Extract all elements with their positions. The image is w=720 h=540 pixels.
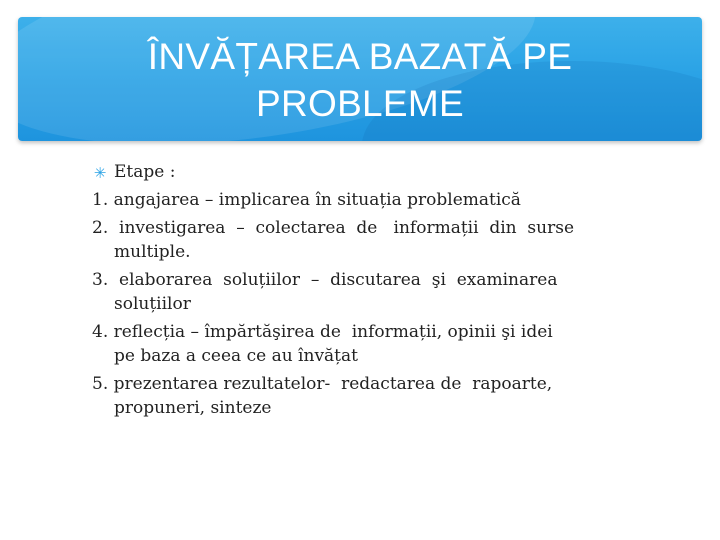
step-text: 2. investigarea – colectarea de informații din surse xyxy=(92,218,575,238)
step-continuation: propuneri, sinteze xyxy=(114,398,272,418)
slide-title: ÎNVĂȚAREA BAZATĂ PE PROBLEME xyxy=(147,36,573,124)
title-banner xyxy=(18,17,702,141)
step-text: 3. elaborarea soluțiilor – discutarea şi examinarea xyxy=(92,270,558,290)
bullet-item-etape xyxy=(92,160,638,188)
step-item-1 xyxy=(92,188,638,212)
asterisk-bullet-icon: ✳ xyxy=(93,164,107,182)
step-text: 1. angajarea – implicarea în situația problematică xyxy=(92,190,521,210)
step-item-4 xyxy=(92,320,638,368)
step-item-2 xyxy=(92,216,638,264)
step-text: 5. prezentarea rezultatelor- redactarea de rapoarte, xyxy=(92,374,553,394)
step-item-3 xyxy=(92,268,638,316)
step-continuation: pe baza a ceea ce au învățat xyxy=(114,346,358,366)
step-text: 4. reflecția – împărtăşirea de informații, opinii şi idei xyxy=(92,322,553,342)
bullet-label: Etape : xyxy=(114,162,176,182)
step-continuation: multiple. xyxy=(114,242,191,262)
slide-content xyxy=(92,160,638,424)
step-item-5 xyxy=(92,372,638,420)
step-continuation: soluțiilor xyxy=(114,294,191,314)
